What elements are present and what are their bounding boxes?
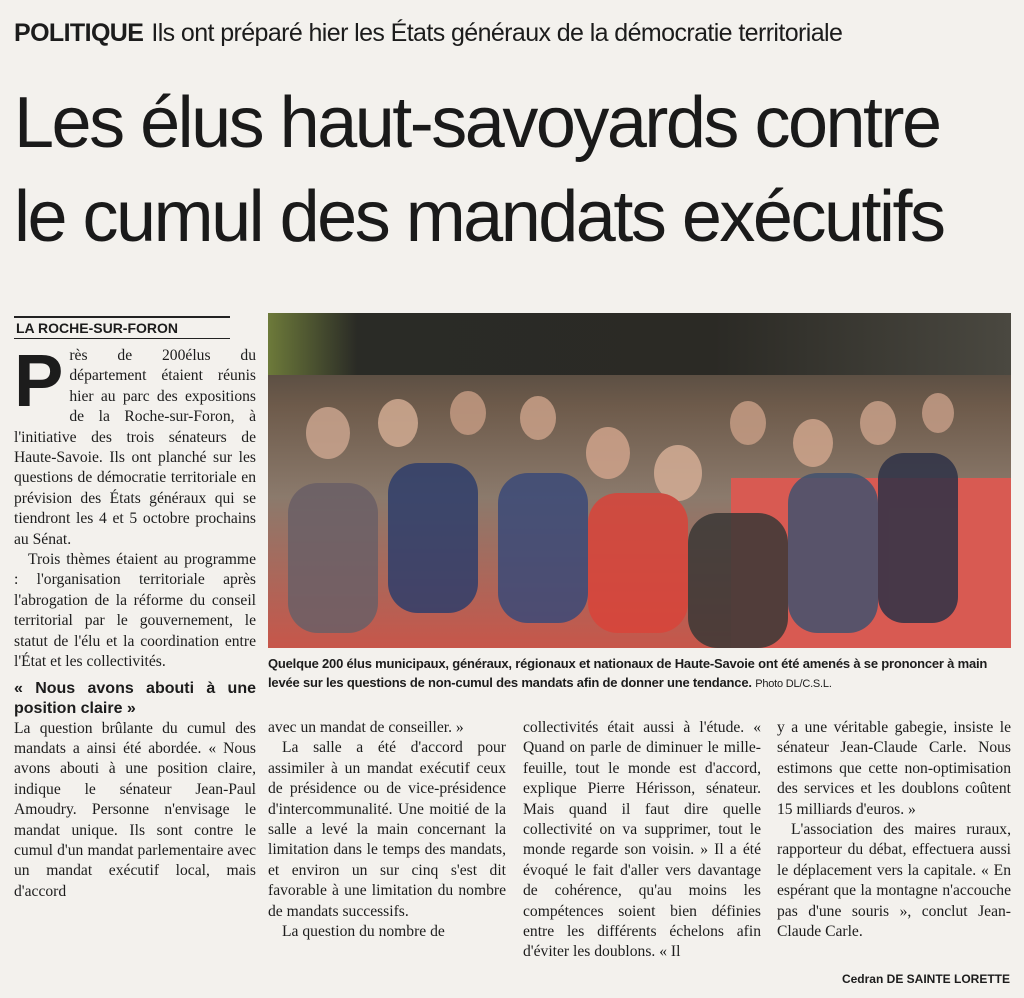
- photo-caption: [268, 654, 1011, 694]
- paragraph-5: La question du nombre de: [282, 923, 445, 941]
- article-column-1: [14, 339, 256, 902]
- kicker: [14, 18, 1010, 48]
- paragraph-3-continued: avec un mandat de conseiller. »: [268, 719, 464, 736]
- article-column-2: [268, 718, 506, 942]
- drop-cap: P: [14, 339, 64, 422]
- paragraph-4: La salle a été d'accord pour assimiler à un mandat exécutif ceux de présidence ou de vice-présidence d'intercommunalité. Une moitié de la salle a levé la main concernant la limitation dans le temps des mandats, et environ un sur cinq s'est dit favorable à une limitation du nombre de mandats successifs.: [268, 739, 506, 920]
- subheading: « Nous avons abouti à une position claire »: [14, 679, 256, 717]
- paragraph-5-end: y a une véritable gabegie, insiste le sénateur Jean-Claude Carle. Nous estimons que cette non-optimisation des services et les doublons coûtent 15 milliards d'euros. »: [777, 719, 1011, 818]
- photo-audience-illustration: [268, 313, 1011, 648]
- dateline: LA ROCHE-SUR-FORON: [14, 316, 230, 339]
- headline-line-2: le cumul des mandats exécutifs: [14, 177, 944, 257]
- caption-text: Quelque 200 élus municipaux, généraux, régionaux et nationaux de Haute-Savoie ont été amenés à se prononcer à main levée sur les questions de non-cumul des mandats afin de donner une tendance.: [268, 656, 988, 690]
- byline: [842, 972, 1010, 986]
- byline-first-name: Cedran: [841, 972, 884, 986]
- article-column-3: [523, 718, 761, 963]
- headline-line-1: Les élus haut-savoyards contre: [14, 83, 940, 163]
- byline-last-name: DE SAINTE LORETTE: [886, 972, 1010, 986]
- paragraph-6: L'association des maires ruraux, rapporteur du débat, effectuera aussi le déplacement vers la capitale. « En espérant que la montagne n'accouche pas d'une souris », conclut Jean-Claude Carle.: [777, 821, 1011, 941]
- section-tag: POLITIQUE: [14, 19, 144, 47]
- article-photo: [268, 313, 1011, 648]
- kicker-text: Ils ont préparé hier les États généraux de la démocratie territoriale: [151, 19, 843, 47]
- paragraph-3: La question brûlante du cumul des mandats a ainsi été abordée. « Nous avons abouti à une position claire, indique le sénateur Jean-Paul Amoudry. Personne n'envisage le mandat unique. Ils sont contre le cumul d'un mandat parlementaire avec un mandat exécutif local, mais d'accord: [14, 719, 256, 900]
- lead-paragraph: [14, 339, 256, 550]
- lead-text: rès de 200élus du département étaient réunis hier au parc des expositions de la Roche-sur-Foron, à l'initiative des trois sénateurs de Haute-Savoie. Ils ont planché sur les questions de démocratie territoriale en prévision des États généraux qui se tiendront les 4 et 5 octobre prochains au Sénat.: [14, 347, 256, 548]
- paragraph-5-continued: collectivités était aussi à l'étude. « Quand on parle de diminuer le mille-feuille, tout le monde est d'accord, explique Pierre Hérisson, sénateur. Mais quand il faut dire quelle collectivité on va supprimer, tout le monde regarde son voisin. » Il a été évoqué le fait d'aller vers davantage de cohérence, qu'au moins les compétences soient bien définies entre les différents échelons afin d'éviter les doublons. « Il: [523, 719, 761, 961]
- photo-credit: Photo DL/C.S.L.: [755, 678, 832, 690]
- headline: [14, 76, 1010, 264]
- article-column-4: [777, 718, 1011, 942]
- paragraph-2: Trois thèmes étaient au programme : l'organisation territoriale après l'abrogation de la réforme du conseil territorial par le gouvernement, le statut de l'élu et la coordination entre l'État et les collectivités.: [14, 551, 256, 671]
